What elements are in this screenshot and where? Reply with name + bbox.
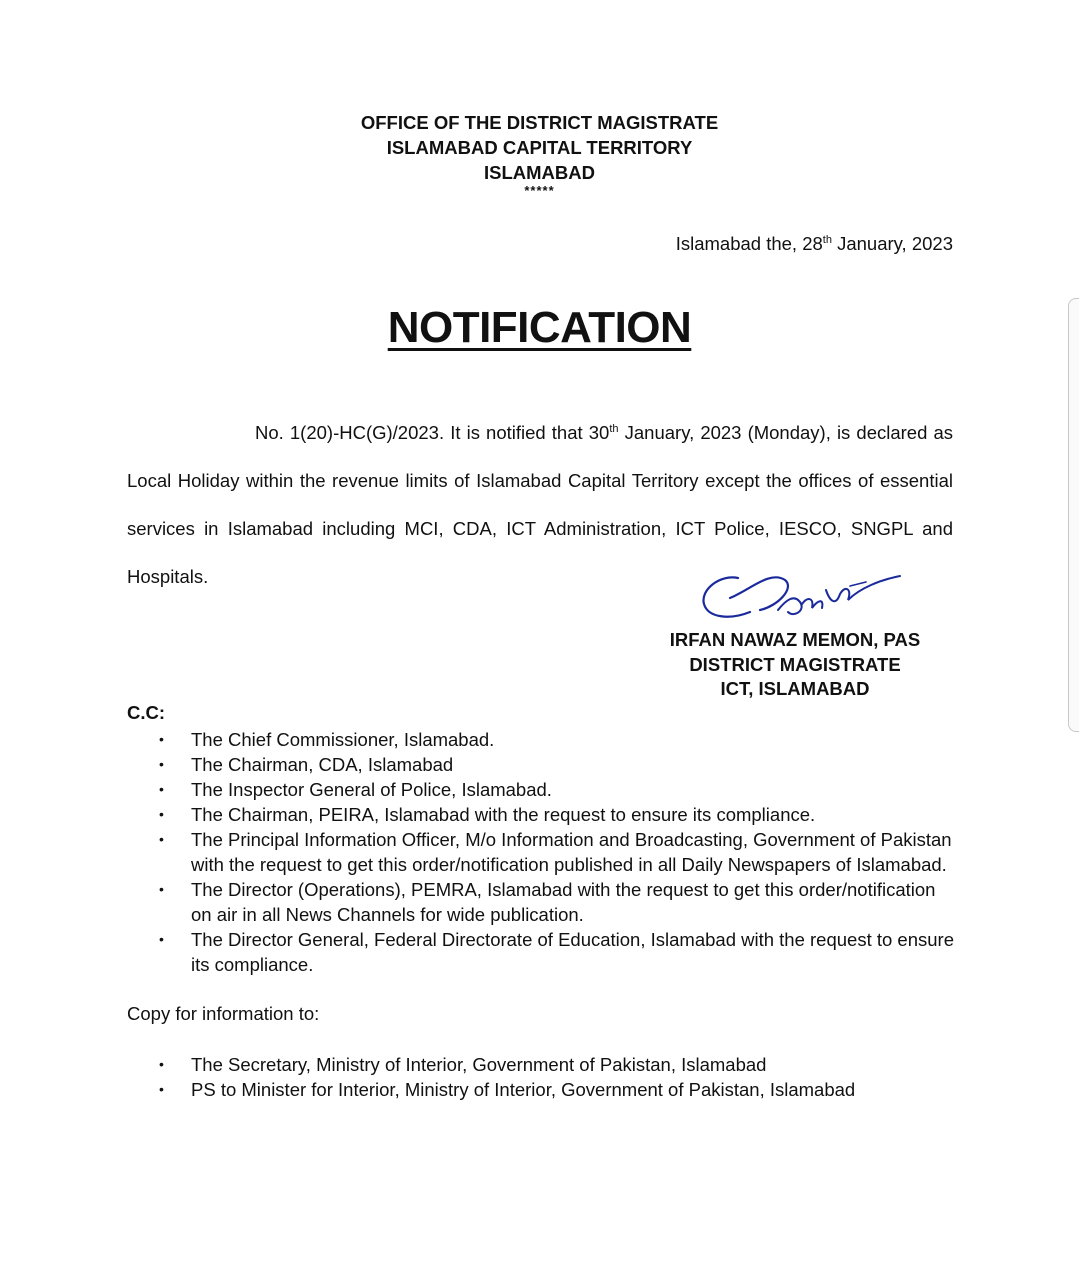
list-item: • The Chairman, CDA, Islamabad	[159, 754, 454, 775]
cc-list	[127, 727, 957, 977]
bullet: •	[159, 831, 164, 847]
cc-label: C.C:	[127, 702, 166, 723]
list-item: • The Chief Commissioner, Islamabad.	[159, 729, 495, 750]
list-item: • The Director (Operations), PEMRA, Islamabad with the request to get this order/notification on air in all News Channels for wide publication.	[159, 879, 936, 925]
list-item: • PS to Minister for Interior, Ministry of Interior, Government of Pakistan, Islamabad	[159, 1079, 856, 1100]
body-ordinal: th	[609, 423, 619, 435]
signatory-name: IRFAN NAWAZ MEMON, PAS	[669, 629, 921, 650]
list-item: • The Inspector General of Police, Islamabad.	[159, 779, 552, 800]
bullet: •	[159, 731, 164, 747]
list-item: • The Chairman, PEIRA, Islamabad with the request to ensure its compliance.	[159, 804, 816, 825]
body-part-2: January, 2023 (Monday), is declared as Local Holiday within the revenue limits of Islamabad Capital Territory except the offices of essential services in Islamabad including MCI, CDA, ICT Administration, ICT Police, IESCO, SNGPL and Hospitals.	[127, 422, 954, 587]
list-item: • The Secretary, Ministry of Interior, Government of Pakistan, Islamabad	[159, 1054, 767, 1075]
bullet: •	[159, 756, 164, 772]
bullet: •	[159, 931, 164, 947]
bullet: •	[159, 781, 164, 797]
copy-label: Copy for information to:	[127, 1003, 320, 1024]
signatory-designation: DISTRICT MAGISTRATE	[689, 653, 901, 675]
bullet: •	[159, 881, 164, 897]
copy-list	[127, 1052, 957, 1102]
page-title	[0, 303, 1079, 353]
date-prefix: Islamabad the, 28	[675, 233, 823, 254]
header-stars: *****	[524, 183, 555, 198]
signatory-block	[650, 628, 940, 702]
title-text: NOTIFICATION	[387, 303, 692, 352]
header-line-3: ISLAMABAD	[484, 162, 595, 183]
scroll-handle[interactable]	[1068, 298, 1079, 732]
bullet: •	[159, 806, 164, 822]
date-ordinal: th	[822, 234, 832, 246]
bullet: •	[159, 1081, 164, 1097]
date-rest: January, 2023	[831, 233, 953, 254]
list-item: • The Principal Information Officer, M/o Information and Broadcasting, Government of Pakistan with the request to get this order/notification published in all Daily Newspapers of Islamabad.	[159, 829, 952, 875]
header-line-1: OFFICE OF THE DISTRICT MAGISTRATE	[360, 112, 719, 133]
signatory-office: ICT, ISLAMABAD	[720, 678, 870, 699]
list-item: • The Director General, Federal Directorate of Education, Islamabad with the request to ensure its compliance.	[159, 929, 954, 975]
bullet: •	[159, 1056, 164, 1072]
body-part-1: No. 1(20)-HC(G)/2023. It is notified that 30	[255, 422, 610, 443]
issue-date	[676, 232, 953, 256]
header-line-2: ISLAMABAD CAPITAL TERRITORY	[386, 137, 693, 158]
office-header	[0, 110, 1079, 197]
